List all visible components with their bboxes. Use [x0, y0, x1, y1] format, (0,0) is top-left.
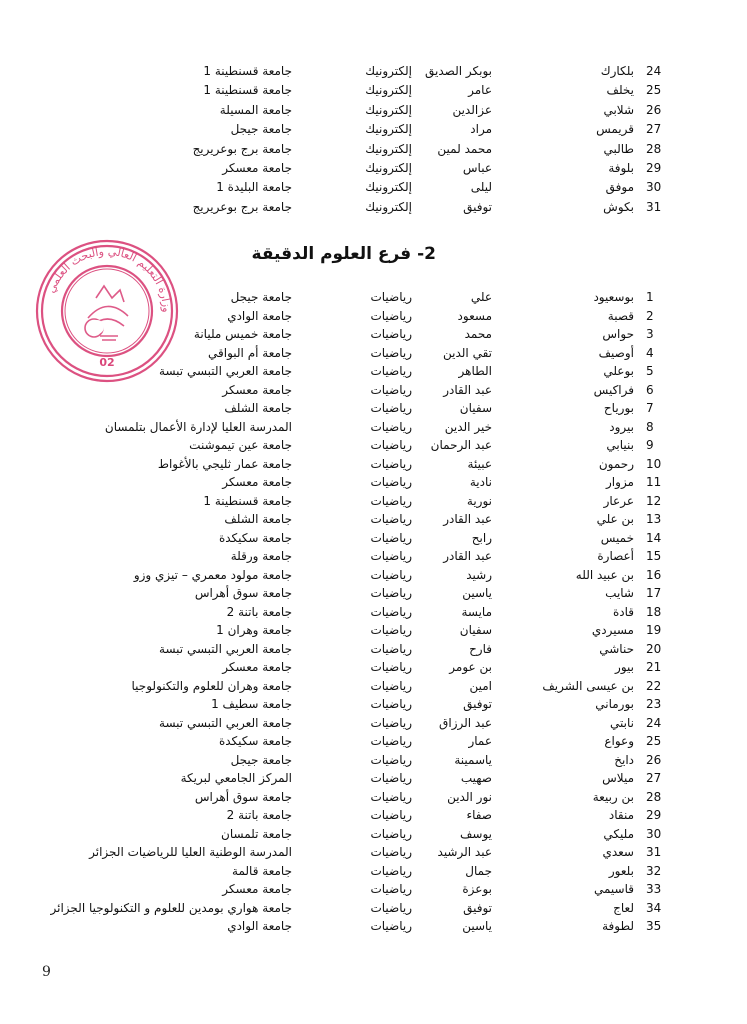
first-name: توفيق: [463, 199, 492, 214]
last-name: لطوفة: [602, 919, 634, 933]
university: جامعة معسكر: [222, 475, 292, 489]
specialty: رياضيات: [370, 660, 412, 674]
specialty: رياضيات: [370, 734, 412, 748]
table-row: [0, 843, 747, 861]
last-name: مسيردي: [591, 623, 634, 637]
university: جامعة سكيكدة: [218, 734, 292, 748]
university: جامعة هواري بومدين للعلوم و التكنولوجيا الجزائر: [50, 900, 292, 915]
row-number: 17: [646, 586, 662, 600]
specialty: رياضيات: [370, 382, 412, 397]
row-number: 26: [646, 102, 662, 117]
university: جامعة ورقلة: [230, 549, 292, 563]
table-row: [0, 714, 747, 732]
university: جامعة باتنة 2: [226, 808, 292, 822]
specialty: رياضيات: [370, 752, 412, 767]
last-name: وعواع: [604, 734, 634, 748]
table-row: [0, 584, 747, 602]
first-name: سفيان: [459, 401, 492, 415]
university: جامعة سوق أهراس: [194, 586, 292, 600]
last-name: قاسيمي: [593, 882, 634, 896]
specialty: رياضيات: [370, 512, 412, 526]
last-name: رحمون: [598, 456, 634, 471]
university: جامعة الوادي: [227, 308, 292, 323]
last-name: أعصارة: [597, 549, 634, 563]
table-row: [0, 547, 747, 565]
first-name: مايسة: [461, 604, 492, 619]
row-number: 8: [646, 419, 654, 434]
specialty: رياضيات: [370, 882, 412, 896]
last-name: عرعار: [603, 493, 634, 508]
row-number: 31: [646, 845, 662, 859]
stamp-number: 02: [99, 356, 115, 369]
last-name: بوسعيود: [593, 290, 634, 304]
first-name: بن عومر: [449, 660, 492, 674]
table-row: [0, 917, 747, 935]
first-name: توفيق: [463, 697, 492, 711]
row-number: 1: [646, 290, 654, 304]
university: جامعة معسكر: [222, 660, 292, 674]
university: جامعة جيجل: [230, 290, 292, 304]
table-row: [0, 621, 747, 639]
row-number: 33: [646, 882, 662, 896]
row-number: 20: [646, 641, 662, 656]
row-number: 21: [646, 660, 662, 674]
row-number: 15: [646, 549, 662, 563]
last-name: بلكارك: [600, 64, 634, 78]
first-name: عبد القادر: [443, 382, 492, 397]
table-row: [0, 307, 747, 325]
table-row: [0, 325, 747, 343]
specialty: رياضيات: [370, 401, 412, 415]
row-number: 34: [646, 900, 662, 915]
first-name: مراد: [470, 122, 492, 137]
first-name: تقي الدين: [443, 345, 492, 360]
table-row: [0, 198, 747, 216]
first-name: بوبكر الصديق: [425, 64, 492, 78]
university: جامعة سطيف 1: [211, 697, 292, 711]
table-row: [0, 120, 747, 138]
first-name: عبد الرزاق: [439, 715, 492, 730]
specialty: رياضيات: [370, 826, 412, 841]
row-number: 28: [646, 789, 662, 804]
first-name: عامر: [468, 83, 492, 98]
row-number: 7: [646, 401, 654, 415]
row-number: 2: [646, 308, 654, 323]
last-name: قصبة: [607, 308, 634, 323]
last-name: قادة: [612, 604, 634, 619]
first-name: محمد: [464, 327, 492, 341]
university: جامعة أم البواقي: [208, 345, 292, 360]
university: جامعة المسيلة: [219, 102, 292, 117]
table-row: [0, 806, 747, 824]
row-number: 24: [646, 715, 662, 730]
row-number: 24: [646, 64, 662, 78]
first-name: علي: [470, 290, 492, 304]
table-row: [0, 455, 747, 473]
row-number: 19: [646, 623, 662, 637]
specialty: رياضيات: [370, 530, 412, 545]
last-name: قريمس: [596, 122, 634, 137]
table-row: [0, 362, 747, 380]
first-name: عمار: [468, 734, 492, 748]
last-name: بوعلي: [603, 364, 634, 378]
table-row: [0, 159, 747, 177]
last-name: بلعور: [608, 863, 634, 878]
specialty: رياضيات: [370, 290, 412, 304]
first-name: بوعزة: [462, 882, 492, 896]
specialty: رياضيات: [370, 900, 412, 915]
specialty: إلكترونيك: [365, 122, 412, 137]
specialty: رياضيات: [370, 808, 412, 822]
last-name: بيرود: [609, 419, 634, 434]
specialty: إلكترونيك: [365, 102, 412, 117]
table-row: [0, 381, 747, 399]
first-name: عبد القادر: [443, 549, 492, 563]
last-name: بكوش: [603, 199, 634, 214]
university: جامعة معسكر: [222, 161, 292, 175]
first-name: خير الدين: [444, 419, 492, 434]
university: المدرسة العليا لإدارة الأعمال بتلمسان: [104, 419, 292, 434]
table-row: [0, 101, 747, 119]
row-number: 11: [646, 475, 662, 489]
university: جامعة مولود معمري – تيزي وزو: [133, 567, 292, 582]
row-number: 25: [646, 734, 662, 748]
specialty: رياضيات: [370, 845, 412, 859]
university: جامعة العربي التبسي تبسة: [159, 641, 292, 656]
first-name: ليلى: [470, 180, 492, 195]
university: جامعة العربي التبسي تبسة: [159, 364, 292, 378]
university: جامعة قسنطينة 1: [203, 83, 292, 98]
university: جامعة العربي التبسي تبسة: [159, 715, 292, 730]
row-number: 27: [646, 122, 662, 137]
university: جامعة خميس مليانة: [193, 327, 292, 341]
university: جامعة سكيكدة: [218, 530, 292, 545]
last-name: بن علي: [596, 512, 634, 526]
specialty: إلكترونيك: [365, 199, 412, 214]
table-row: [0, 566, 747, 584]
specialty: رياضيات: [370, 715, 412, 730]
row-number: 30: [646, 180, 662, 195]
university: جامعة تلمسان: [221, 826, 292, 841]
university: جامعة البليدة 1: [216, 180, 292, 195]
university: جامعة معسكر: [222, 882, 292, 896]
specialty: إلكترونيك: [365, 141, 412, 156]
specialty: رياضيات: [370, 641, 412, 656]
row-number: 9: [646, 438, 654, 452]
row-number: 12: [646, 493, 662, 508]
university: المركز الجامعي لبريكة: [180, 771, 292, 785]
row-number: 27: [646, 771, 662, 785]
last-name: نابتي: [610, 715, 634, 730]
table-row: [0, 695, 747, 713]
university: جامعة الشلف: [224, 512, 292, 526]
table-row: [0, 677, 747, 695]
specialty: رياضيات: [370, 789, 412, 804]
last-name: أوصيف: [598, 345, 634, 360]
row-number: 22: [646, 678, 662, 693]
university: جامعة جيجل: [230, 122, 292, 137]
table-row: [0, 788, 747, 806]
row-number: 6: [646, 382, 654, 397]
first-name: محمد لمين: [437, 141, 492, 156]
row-number: 18: [646, 604, 662, 619]
row-number: 16: [646, 567, 662, 582]
last-name: بيور: [615, 660, 634, 674]
table-row: [0, 418, 747, 436]
first-name: صفاء: [466, 808, 492, 822]
first-name: عبد القادر: [443, 512, 492, 526]
table-row: [0, 399, 747, 417]
row-number: 30: [646, 826, 662, 841]
row-number: 10: [646, 456, 662, 471]
first-name: صهيب: [460, 771, 492, 785]
row-number: 4: [646, 345, 654, 360]
row-number: 28: [646, 141, 662, 156]
specialty: رياضيات: [370, 697, 412, 711]
row-number: 32: [646, 863, 662, 878]
table-row: [0, 862, 747, 880]
first-name: يوسف: [459, 826, 492, 841]
specialty: رياضيات: [370, 456, 412, 471]
row-number: 23: [646, 697, 662, 711]
specialty: رياضيات: [370, 475, 412, 489]
specialty: رياضيات: [370, 567, 412, 582]
specialty: رياضيات: [370, 345, 412, 360]
university: جامعة الوادي: [227, 919, 292, 933]
last-name: بورماني: [595, 697, 634, 711]
university: جامعة الشلف: [224, 401, 292, 415]
specialty: رياضيات: [370, 327, 412, 341]
row-number: 29: [646, 161, 662, 175]
table-row: [0, 510, 747, 528]
first-name: رابح: [471, 530, 492, 545]
university: جامعة وهران 1: [216, 623, 292, 637]
first-name: ياسمينة: [454, 752, 492, 767]
university: جامعة برج بوعريريج: [192, 141, 292, 156]
page-number: 9: [42, 964, 51, 980]
table-row: [0, 769, 747, 787]
first-name: رشيد: [466, 567, 492, 582]
table-row: [0, 178, 747, 196]
first-name: نادية: [469, 475, 492, 489]
university: جامعة قسنطينة 1: [203, 64, 292, 78]
table-row: [0, 288, 747, 306]
stamp-ring-text: وزارة التعليم العالي والبحث العلمي: [44, 244, 174, 313]
last-name: دايخ: [614, 752, 634, 767]
last-name: حناشي: [599, 641, 634, 656]
specialty: رياضيات: [370, 308, 412, 323]
first-name: عبيئة: [467, 456, 492, 471]
specialty: رياضيات: [370, 604, 412, 619]
row-number: 35: [646, 919, 662, 933]
table-row: [0, 344, 747, 362]
first-name: فارح: [469, 641, 492, 656]
university: جامعة وهران للعلوم والتكنولوجيا: [131, 678, 292, 693]
table-row: [0, 473, 747, 491]
university: جامعة برج بوعريريج: [192, 199, 292, 214]
table-row: [0, 603, 747, 621]
row-number: 31: [646, 199, 662, 214]
university: جامعة معسكر: [222, 382, 292, 397]
last-name: مليكي: [603, 826, 634, 841]
first-name: مسعود: [457, 308, 492, 323]
row-number: 29: [646, 808, 662, 822]
specialty: رياضيات: [370, 438, 412, 452]
last-name: طالبي: [603, 141, 634, 156]
last-name: سعدي: [602, 845, 634, 859]
table-row: [0, 436, 747, 454]
first-name: عزالدين: [452, 102, 492, 117]
table-row: [0, 658, 747, 676]
table-row: [0, 751, 747, 769]
last-name: بلوفة: [608, 161, 634, 175]
last-name: لعاج: [613, 900, 634, 915]
last-name: شلابي: [603, 102, 634, 117]
specialty: رياضيات: [370, 771, 412, 785]
first-name: عباس: [462, 161, 492, 175]
specialty: رياضيات: [370, 863, 412, 878]
last-name: يخلف: [606, 83, 634, 98]
table-row: [0, 492, 747, 510]
specialty: إلكترونيك: [365, 180, 412, 195]
university: جامعة جيجل: [230, 752, 292, 767]
first-name: عبد الرحمان: [430, 438, 492, 452]
first-name: ياسين: [462, 919, 492, 933]
row-number: 5: [646, 364, 654, 378]
specialty: إلكترونيك: [365, 64, 412, 78]
table-row: [0, 899, 747, 917]
specialty: رياضيات: [370, 678, 412, 693]
table-row: [0, 62, 747, 80]
specialty: رياضيات: [370, 586, 412, 600]
specialty: إلكترونيك: [365, 83, 412, 98]
university: جامعة قسنطينة 1: [203, 493, 292, 508]
last-name: ميلاس: [602, 771, 634, 785]
university: جامعة سوق أهراس: [194, 789, 292, 804]
last-name: خميس: [600, 530, 634, 545]
specialty: رياضيات: [370, 493, 412, 508]
university: جامعة قالمة: [232, 863, 292, 878]
university: جامعة عين تيموشنت: [189, 438, 292, 452]
first-name: نورية: [466, 493, 492, 508]
last-name: بن عيسى الشريف: [542, 678, 634, 693]
row-number: 25: [646, 83, 662, 98]
university: جامعة باتنة 2: [226, 604, 292, 619]
first-name: امين: [469, 678, 492, 693]
table-row: [0, 140, 747, 158]
table-row: [0, 825, 747, 843]
first-name: سفيان: [459, 623, 492, 637]
first-name: ياسين: [462, 586, 492, 600]
specialty: إلكترونيك: [365, 161, 412, 175]
row-number: 3: [646, 327, 654, 341]
table-row: [0, 81, 747, 99]
last-name: فراكيس: [593, 382, 634, 397]
row-number: 14: [646, 530, 662, 545]
last-name: مزوار: [606, 475, 634, 489]
specialty: رياضيات: [370, 419, 412, 434]
last-name: منقاد: [608, 808, 634, 822]
specialty: رياضيات: [370, 549, 412, 563]
specialty: رياضيات: [370, 364, 412, 378]
first-name: عبد الرشيد: [437, 845, 492, 859]
first-name: جمال: [465, 863, 492, 878]
row-number: 13: [646, 512, 662, 526]
first-name: الطاهر: [458, 364, 492, 378]
last-name: بن عبيد الله: [575, 567, 634, 582]
university: المدرسة الوطنية العليا للرياضيات الجزائر: [89, 845, 292, 859]
specialty: رياضيات: [370, 919, 412, 933]
row-number: 26: [646, 752, 662, 767]
first-name: توفيق: [463, 900, 492, 915]
last-name: بنيابي: [606, 438, 634, 452]
last-name: موفق: [605, 180, 634, 195]
table-row: [0, 529, 747, 547]
last-name: شايب: [605, 586, 634, 600]
last-name: بن ربيعة: [592, 789, 634, 804]
last-name: بورياح: [603, 401, 634, 415]
section-title: 2- فرع العلوم الدقيقة: [251, 244, 436, 264]
last-name: حواس: [602, 327, 634, 341]
specialty: رياضيات: [370, 623, 412, 637]
first-name: نور الدين: [447, 789, 492, 804]
table-row: [0, 732, 747, 750]
university: جامعة عمار ثليجي بالأغواط: [157, 456, 292, 471]
table-row: [0, 880, 747, 898]
table-row: [0, 640, 747, 658]
